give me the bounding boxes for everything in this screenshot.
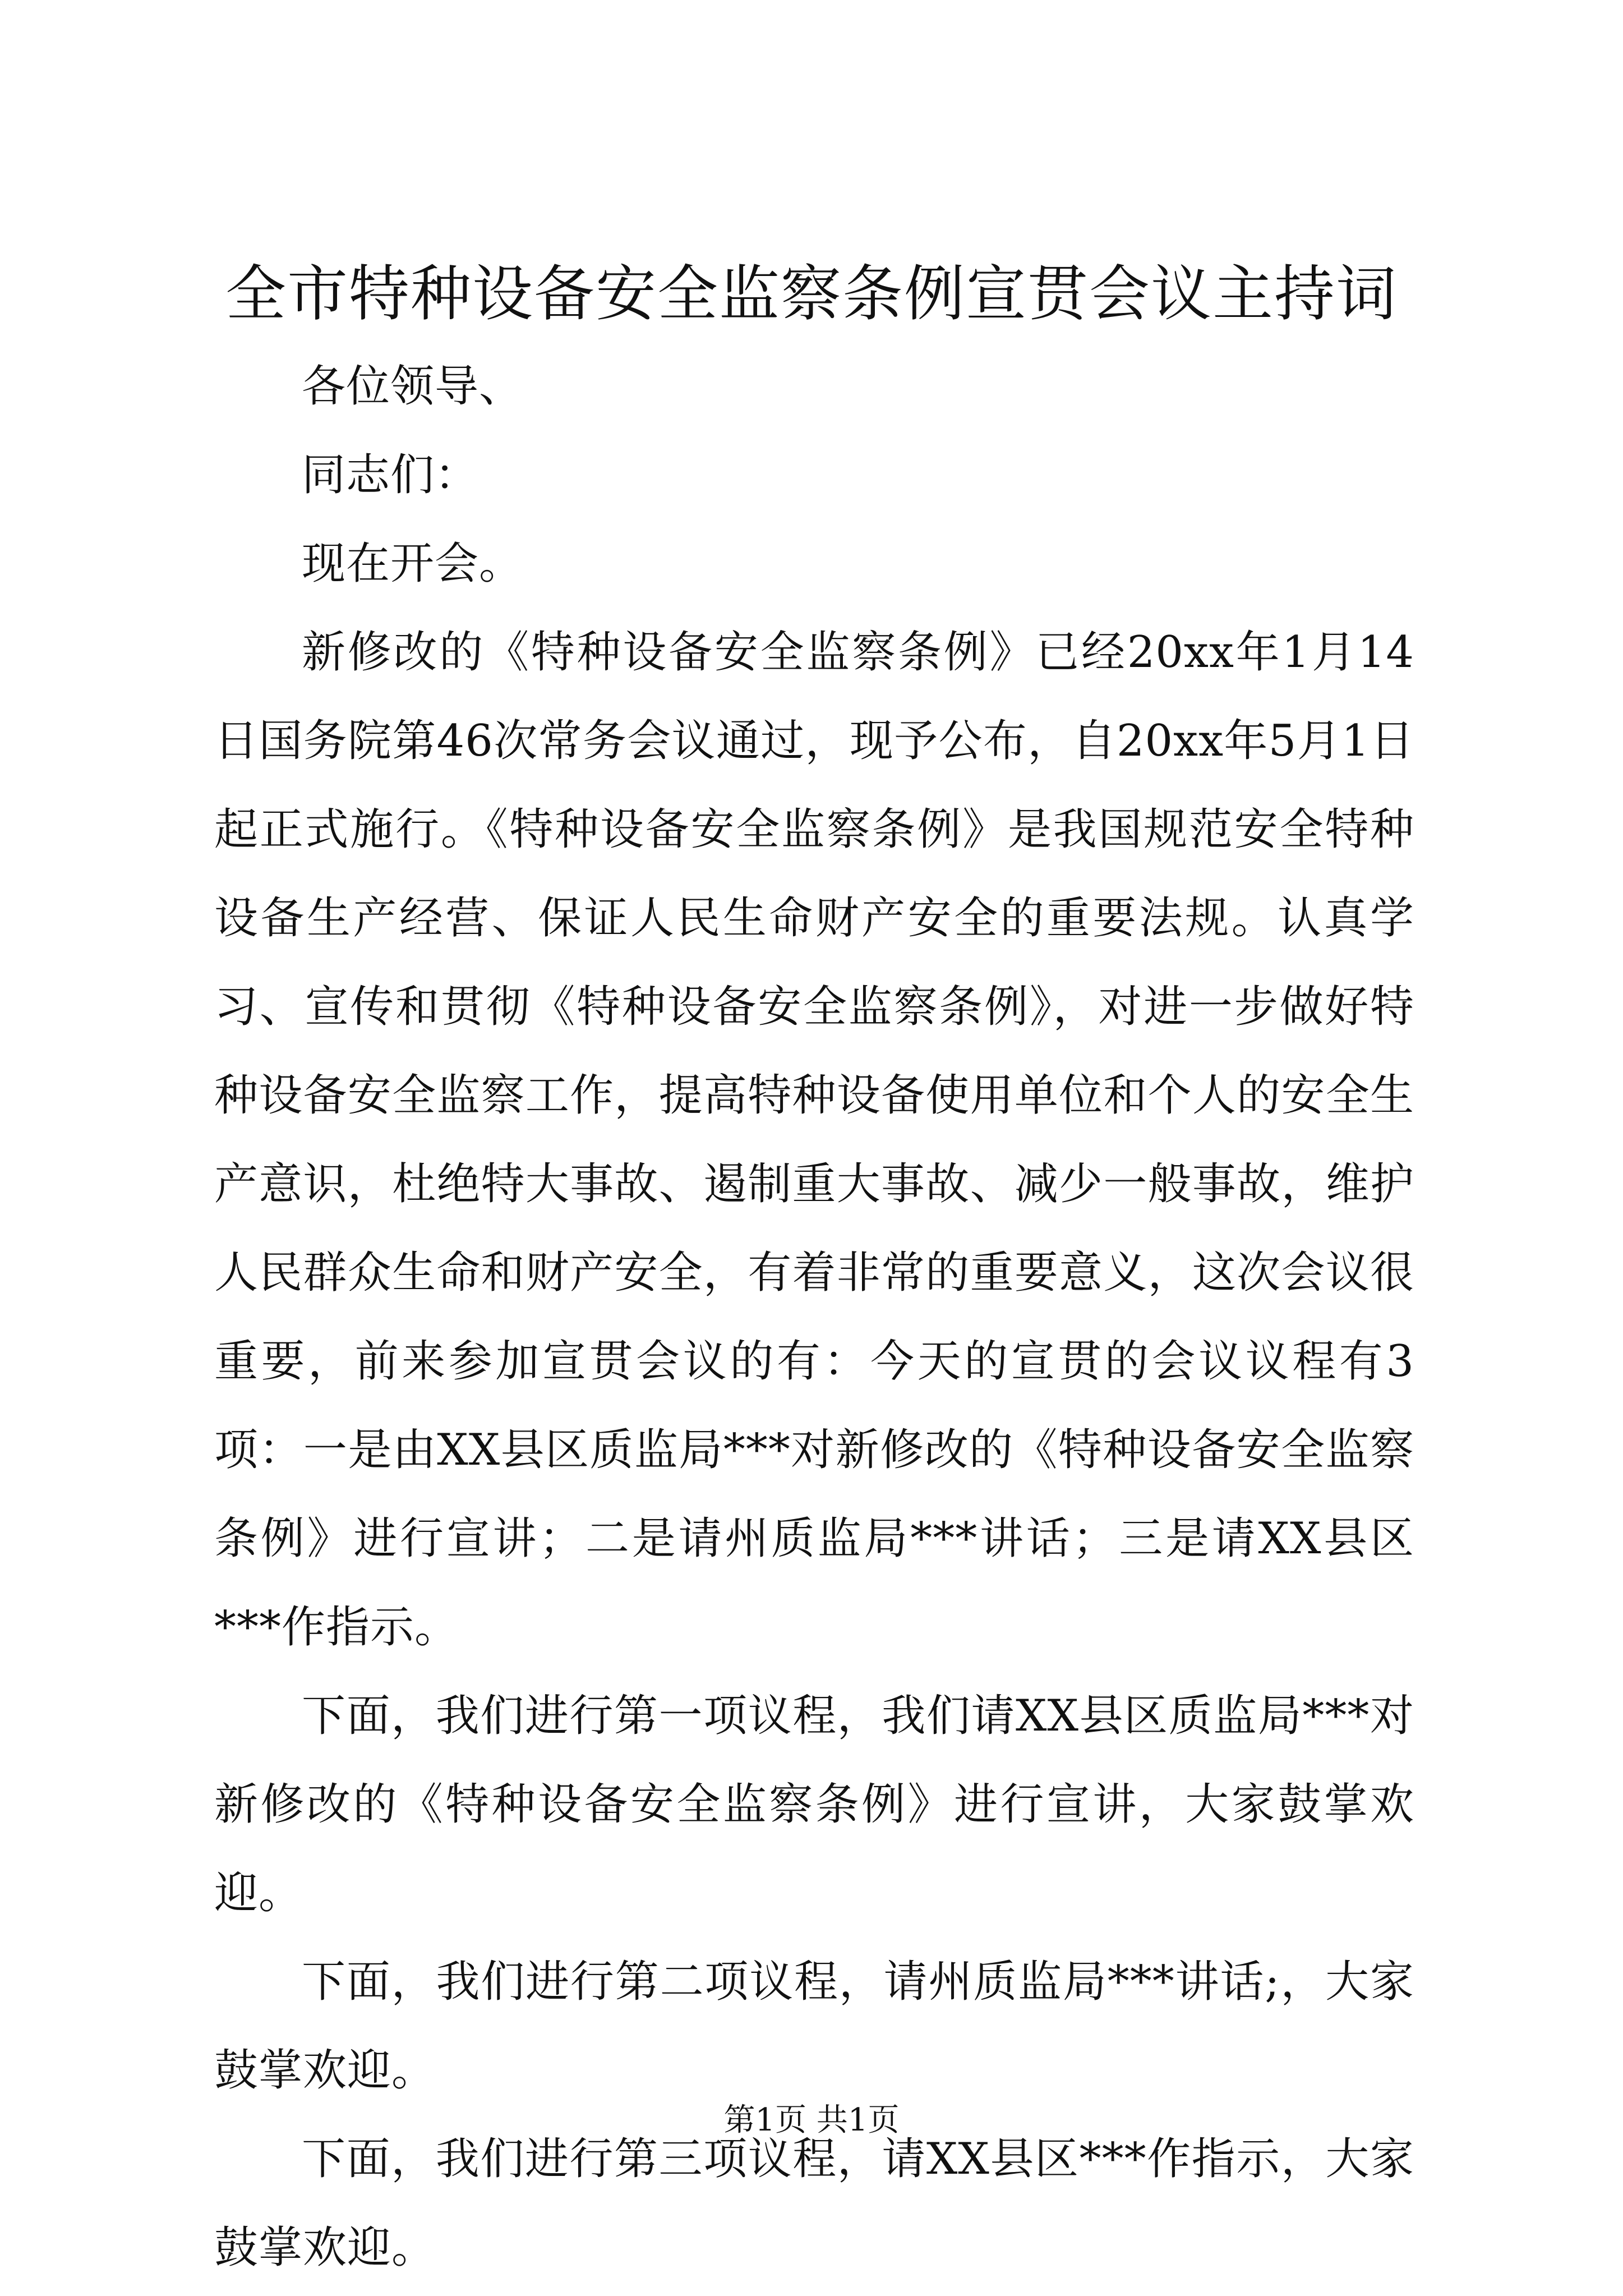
document-body (214, 342, 1414, 2292)
paragraph-greeting-leaders: 各位领导、 (302, 361, 524, 412)
page-footer (0, 2098, 1623, 2143)
paragraph-agenda-item-3: 下面，我们进行第三项议程，请XX县区***作指示，大家鼓掌欢迎。 (214, 2134, 1414, 2273)
paragraph-agenda-item-1: 下面，我们进行第一项议程，我们请XX县区质监局***对新修改的《特种设备安全监察条例》进行宣讲，大家鼓掌欢迎。 (214, 1691, 1414, 1918)
paragraph-opening: 现在开会。 (302, 539, 524, 589)
paragraph-greeting-comrades: 同志们： (302, 450, 479, 500)
paragraph-agenda-item-2: 下面，我们进行第二项议程，请州质监局***讲话;，大家鼓掌欢迎。 (214, 1957, 1414, 2096)
page-number-label: 第1页 共1页 (723, 2102, 900, 2138)
document-title: 全市特种设备安全监察条例宣贯会议主持词 (225, 259, 1398, 329)
paragraph-introduction: 新修改的《特种设备安全监察条例》已经20xx年1月14日国务院第46次常务会议通过，现予公布，自20xx年5月1日起正式施行。《特种设备安全监察条例》是我国规范安全特种设备生产经营、保证人民生命财产安全的重要法规。认真学习、宣传和贯彻《特种设备安全监察条例》，对进一步做好特种设备安全监察工作，提高特种设备使用单位和个人的安全生产意识，杜绝特大事故、遏制重大事故、减少一般事故，维护人民群众生命和财产安全，有着非常的重要意义，这次会议很重要，前来参加宣贯会议的有：今天的宣贯的会议议程有3项：一是由XX县区质监局***对新修改的《特种设备安全监察条例》进行宣讲；二是请州质监局***讲话；三是请XX县区***作指示。 (214, 627, 1414, 1653)
